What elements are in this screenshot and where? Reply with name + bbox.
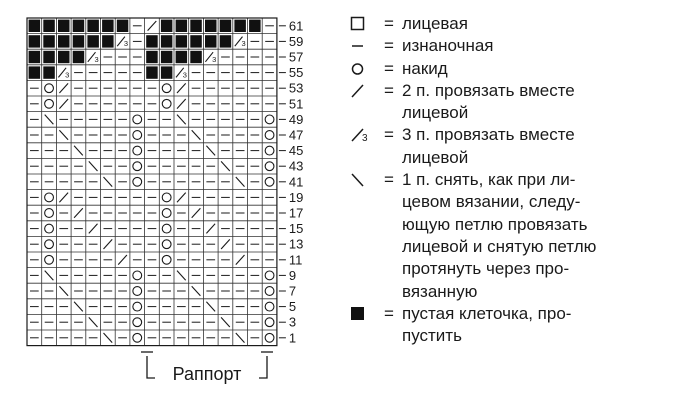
empty-cell-symbol xyxy=(117,20,129,32)
yarn-over-symbol xyxy=(162,240,171,249)
legend-text-purl: изнаночная xyxy=(402,36,494,56)
k2tog-symbol xyxy=(236,255,245,265)
knitting-chart xyxy=(0,0,330,402)
yarn-over-symbol xyxy=(265,146,274,155)
k2tog-symbol xyxy=(74,208,83,218)
yarn-over-symbol xyxy=(133,318,142,327)
k2tog-symbol xyxy=(221,239,230,249)
yarn-over-symbol xyxy=(45,224,54,233)
k2tog-symbol xyxy=(89,224,98,234)
yarn-over-symbol xyxy=(133,162,142,171)
row-numbers xyxy=(279,18,303,345)
empty-cell-symbol xyxy=(249,20,261,32)
k2tog-symbol xyxy=(104,239,113,249)
ssk-symbol xyxy=(74,146,83,156)
empty-cell-symbol xyxy=(43,20,55,32)
legend-text-yarn-over: накид xyxy=(402,58,448,78)
legend-equals: = xyxy=(384,14,394,33)
legend-entry-knit xyxy=(350,13,695,35)
empty-cell-symbol xyxy=(102,20,114,32)
ssk-symbol xyxy=(206,302,215,312)
legend-text-k3tog: 3 п. провязать вместе лицевой xyxy=(402,125,575,167)
yarn-over-symbol xyxy=(133,115,142,124)
empty-cell-symbol xyxy=(161,35,173,47)
legend xyxy=(350,13,695,347)
empty-cell-symbol xyxy=(102,35,114,47)
repeat-label: Раппорт xyxy=(172,364,242,384)
row-number: 41 xyxy=(288,174,304,190)
row-number: 15 xyxy=(288,221,304,237)
yarn-over-symbol xyxy=(265,271,274,280)
ssk-symbol xyxy=(59,286,68,296)
k2tog-icon xyxy=(350,80,376,102)
yarn-over-symbol xyxy=(265,131,274,140)
yarn-over-symbol xyxy=(45,255,54,264)
row-number: 55 xyxy=(288,65,304,81)
legend-entry-purl xyxy=(350,35,695,57)
empty-cell-symbol xyxy=(176,51,188,63)
k2tog-symbol xyxy=(192,208,201,218)
yarn-over-symbol xyxy=(133,333,142,342)
legend-equals: = xyxy=(384,125,394,145)
yarn-over-symbol xyxy=(133,131,142,140)
k3tog-digit: 3 xyxy=(123,39,129,49)
ssk-symbol xyxy=(236,177,245,187)
legend-equals: = xyxy=(384,58,394,78)
yarn-over-symbol xyxy=(265,287,274,296)
row-number: 45 xyxy=(288,143,304,159)
empty-cell-symbol xyxy=(73,51,85,63)
yarn-over-symbol xyxy=(45,240,54,249)
ssk-symbol xyxy=(192,286,201,296)
ssk-symbol xyxy=(45,115,54,125)
empty-cell-symbol xyxy=(146,66,158,78)
legend-equals: = xyxy=(384,36,394,56)
ssk-symbol xyxy=(104,177,113,187)
ssk-symbol xyxy=(104,333,113,343)
yarn-over-symbol xyxy=(265,318,274,327)
legend-entry-yarn-over xyxy=(350,58,695,80)
row-number: 7 xyxy=(288,283,297,299)
row-number: 9 xyxy=(288,267,297,283)
yarn-over-symbol xyxy=(133,146,142,155)
legend-text-knit: лицевая xyxy=(402,14,468,33)
k2tog-symbol xyxy=(177,193,186,203)
yarn-over-icon xyxy=(350,58,376,80)
repeat-left-bracket xyxy=(147,356,155,378)
ssk-symbol xyxy=(221,317,230,327)
row-number: 1 xyxy=(288,330,297,346)
row-number: 59 xyxy=(288,33,304,49)
ssk-symbol xyxy=(89,317,98,327)
yarn-over-symbol xyxy=(45,193,54,202)
repeat-right-bracket xyxy=(259,356,267,378)
row-number: 57 xyxy=(288,49,304,65)
yarn-over-symbol xyxy=(162,255,171,264)
empty-cell-symbol xyxy=(43,51,55,63)
ssk-symbol xyxy=(206,146,215,156)
ssk-icon xyxy=(350,169,376,191)
k3tog-icon xyxy=(350,124,376,146)
ssk-symbol xyxy=(74,302,83,312)
row-number: 53 xyxy=(288,80,304,96)
empty-cell-symbol xyxy=(161,66,173,78)
ssk-symbol xyxy=(236,333,245,343)
yarn-over-symbol xyxy=(265,333,274,342)
k2tog-symbol xyxy=(59,193,68,203)
empty-cell-symbol xyxy=(161,20,173,32)
empty-cell-symbol xyxy=(176,20,188,32)
ssk-symbol xyxy=(192,130,201,140)
purl-icon xyxy=(350,35,376,57)
k3tog-digit: 3 xyxy=(212,54,217,64)
yarn-over-symbol xyxy=(45,209,54,218)
row-number: 51 xyxy=(288,96,304,112)
ssk-symbol xyxy=(45,271,54,281)
empty-cell-symbol xyxy=(87,35,99,47)
k2tog-symbol xyxy=(148,21,157,31)
k3tog-digit: 3 xyxy=(182,70,187,80)
empty-cell-symbol xyxy=(29,66,40,78)
ssk-symbol xyxy=(177,271,186,281)
repeat-marker xyxy=(141,352,273,384)
empty-cell-symbol xyxy=(190,51,202,63)
no-stitch-icon xyxy=(350,303,376,325)
row-number: 43 xyxy=(288,158,304,174)
empty-cell-symbol xyxy=(73,20,85,32)
empty-cell-symbol xyxy=(43,35,55,47)
yarn-over-symbol xyxy=(162,224,171,233)
empty-cell-symbol xyxy=(58,51,70,63)
empty-cell-symbol xyxy=(205,35,217,47)
yarn-over-symbol xyxy=(162,99,171,108)
yarn-over-symbol xyxy=(265,302,274,311)
yarn-over-symbol xyxy=(133,302,142,311)
row-number: 61 xyxy=(288,18,304,34)
row-number: 19 xyxy=(288,189,304,205)
empty-cell-symbol xyxy=(29,35,40,47)
k2tog-symbol xyxy=(59,99,68,109)
yarn-over-symbol xyxy=(162,193,171,202)
k3tog-digit: 3 xyxy=(94,54,99,64)
empty-cell-symbol xyxy=(161,51,173,63)
empty-cell-symbol xyxy=(220,20,232,32)
empty-cell-symbol xyxy=(73,35,85,47)
legend-entry-k2tog xyxy=(350,80,695,125)
k3tog-digit: 3 xyxy=(65,70,70,80)
legend-entry-ssk xyxy=(350,169,695,303)
k2tog-symbol xyxy=(206,224,215,234)
empty-cell-symbol xyxy=(58,35,70,47)
k3tog-digit: 3 xyxy=(241,39,246,49)
legend-equals: = xyxy=(384,303,394,323)
yarn-over-symbol xyxy=(133,177,142,186)
chart-grid xyxy=(27,18,277,346)
ssk-symbol xyxy=(59,130,68,140)
yarn-over-symbol xyxy=(133,271,142,280)
row-number: 17 xyxy=(288,205,304,221)
empty-cell-symbol xyxy=(43,66,55,78)
ssk-symbol xyxy=(221,161,230,171)
legend-text-no-stitch: пустая клеточка, про- пустить xyxy=(402,303,572,346)
svg-text:3: 3 xyxy=(362,133,368,144)
ssk-symbol xyxy=(89,161,98,171)
row-number: 11 xyxy=(288,252,303,268)
yarn-over-symbol xyxy=(162,84,171,93)
empty-cell-symbol xyxy=(58,20,70,32)
row-number: 49 xyxy=(288,111,304,127)
k2tog-symbol xyxy=(59,83,68,93)
row-number: 47 xyxy=(288,127,304,143)
empty-cell-symbol xyxy=(176,35,188,47)
k2tog-symbol xyxy=(177,99,186,109)
yarn-over-symbol xyxy=(265,177,274,186)
empty-cell-symbol xyxy=(146,51,158,63)
row-number: 3 xyxy=(288,314,297,330)
yarn-over-symbol xyxy=(265,115,274,124)
empty-cell-symbol xyxy=(190,20,202,32)
legend-text-k2tog: 2 п. провязать вместе лицевой xyxy=(402,80,575,123)
legend-equals: = xyxy=(384,80,394,100)
row-number: 5 xyxy=(288,299,297,315)
ssk-symbol xyxy=(177,115,186,125)
empty-cell-symbol xyxy=(220,35,232,47)
knit-icon xyxy=(350,13,376,35)
legend-entry-no-stitch xyxy=(350,303,695,348)
legend-equals: = xyxy=(384,170,394,190)
empty-cell-symbol xyxy=(29,20,40,32)
legend-entry-k3tog xyxy=(350,124,695,169)
yarn-over-symbol xyxy=(45,84,54,93)
empty-cell-symbol xyxy=(146,35,158,47)
k2tog-symbol xyxy=(177,83,186,93)
yarn-over-symbol xyxy=(162,209,171,218)
yarn-over-symbol xyxy=(265,162,274,171)
empty-cell-symbol xyxy=(234,20,246,32)
empty-cell-symbol xyxy=(190,35,202,47)
k2tog-symbol xyxy=(118,255,127,265)
legend-text-ssk: 1 п. снять, как при ли- цевом вязании, следу- ющую петлю провязать лицевой и снятую петлю протянуть через про- вязанную xyxy=(402,170,597,301)
empty-cell-symbol xyxy=(87,20,99,32)
row-number: 13 xyxy=(288,236,304,252)
empty-cell-symbol xyxy=(29,51,40,63)
yarn-over-symbol xyxy=(133,287,142,296)
yarn-over-symbol xyxy=(45,99,54,108)
empty-cell-symbol xyxy=(205,20,217,32)
